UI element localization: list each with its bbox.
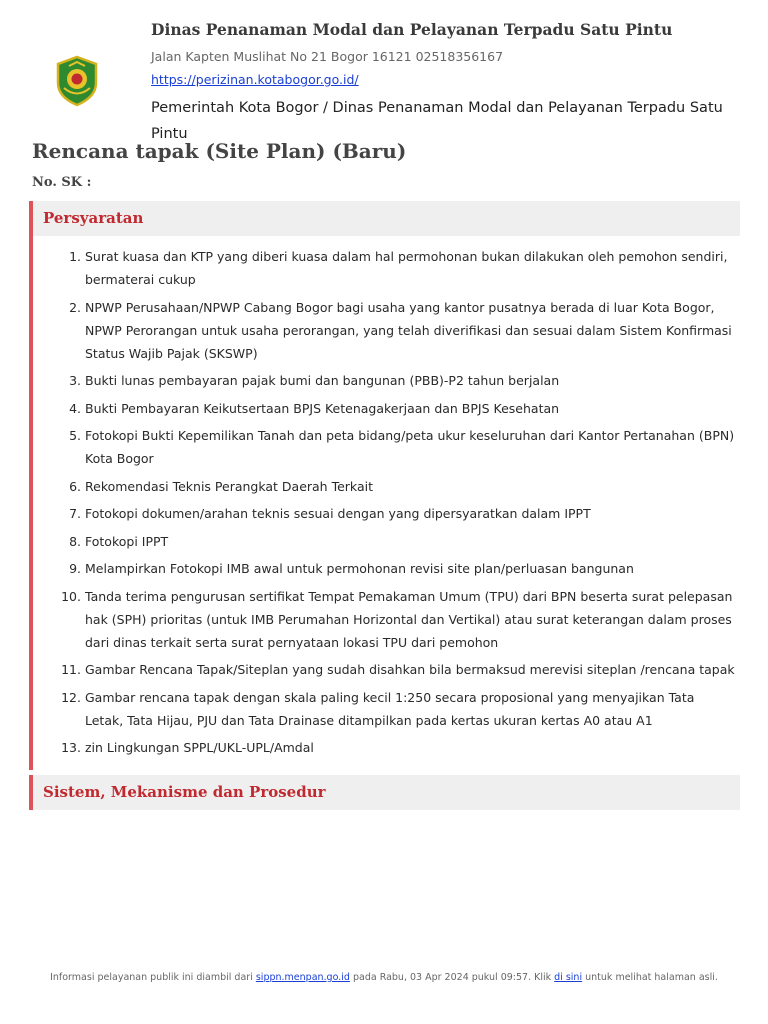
list-item bbox=[33, 397, 740, 420]
sistem-section bbox=[29, 775, 740, 810]
list-item bbox=[33, 658, 740, 681]
list-item bbox=[33, 369, 740, 392]
list-item-number: 1. bbox=[69, 249, 81, 264]
list-item bbox=[33, 530, 740, 553]
list-item bbox=[33, 245, 740, 291]
footer-suffix: untuk melihat halaman asli. bbox=[585, 972, 718, 983]
list-item bbox=[33, 296, 740, 365]
list-item-number: 10. bbox=[61, 588, 81, 604]
list-item-number: 8. bbox=[69, 533, 81, 549]
list-item bbox=[33, 686, 740, 732]
persyaratan-heading: Persyaratan bbox=[33, 201, 740, 236]
list-item-text: NPWP Perusahaan/NPWP Cabang Bogor bagi usaha yang kantor pusatnya berada di luar Kota Bogor, NPWP Perorangan untuk usaha perorangan, yang telah diverifikasi dan sesuai dalam Sistem Konfirmasi Status Wajib Pajak (SKSWP) bbox=[85, 299, 732, 361]
list-item-number: 6. bbox=[69, 478, 81, 494]
list-item bbox=[33, 475, 740, 498]
list-item-text: Bukti Pembayaran Keikutsertaan BPJS Ketenagakerjaan dan BPJS Kesehatan bbox=[85, 400, 560, 416]
list-item-text: zin Lingkungan SPPL/UKL-UPL/Amdal bbox=[85, 740, 314, 755]
list-item-text: Bukti lunas pembayaran pajak bumi dan bangunan (PBB)-P2 tahun berjalan bbox=[85, 373, 560, 388]
list-item-text: Tanda terima pengurusan sertifikat Tempat Pemakaman Umum (TPU) dari BPN beserta surat pelepasan hak (SPH) prioritas (untuk IMB Perumahan Horizontal dan Vertikal) atau surat keterangan dalam proses dari dinas terkait serta surat pernyataan lokasi TPU dari pemohon bbox=[85, 588, 733, 650]
source-link[interactable]: sippn.menpan.go.id bbox=[255, 972, 350, 983]
list-item-number: 4. bbox=[69, 400, 81, 416]
list-item-text: Gambar rencana tapak dengan skala paling kecil 1:250 secara proposional yang menyajikan Tata Letak, Tata Hijau, PJU dan Tata Drainase ditampilkan pada kertas ukuran kertas A0 atau A1 bbox=[85, 689, 695, 728]
list-item-number: 3. bbox=[69, 373, 81, 388]
list-item-text: Fotokopi dokumen/arahan teknis sesuai dengan yang dipersyaratkan dalam IPPT bbox=[85, 506, 591, 521]
list-item-text: Surat kuasa dan KTP yang diberi kuasa dalam hal permohonan bukan dilakukan oleh pemohon sendiri, bermaterai cukup bbox=[85, 249, 728, 287]
list-item bbox=[33, 424, 740, 470]
sistem-heading: Sistem, Mekanisme dan Prosedur bbox=[33, 775, 740, 810]
here-link[interactable]: di sini bbox=[554, 972, 583, 983]
list-item bbox=[33, 502, 740, 525]
list-item-number: 2. bbox=[69, 299, 81, 315]
list-item-text: Gambar Rencana Tapak/Siteplan yang sudah disahkan bila bermaksud merevisi siteplan /rencana tapak bbox=[85, 662, 735, 677]
list-item-text: Rekomendasi Teknis Perangkat Daerah Terkait bbox=[85, 478, 373, 494]
list-item-number: 12. bbox=[61, 689, 81, 705]
list-item-text: Melampirkan Fotokopi IMB awal untuk permohonan revisi site plan/perluasan bangunan bbox=[85, 561, 634, 576]
page-header bbox=[0, 0, 768, 140]
list-item-number: 7. bbox=[69, 506, 81, 521]
requirements-list bbox=[33, 245, 740, 764]
organization-address: Jalan Kapten Muslihat No 21 Bogor 16121 02518356167 bbox=[151, 49, 504, 64]
sk-label: No. SK : bbox=[32, 175, 92, 190]
list-item bbox=[33, 557, 740, 580]
organization-name: Dinas Penanaman Modal dan Pelayanan Terpadu Satu Pintu bbox=[151, 20, 673, 39]
list-item-number: 13. bbox=[61, 740, 81, 755]
list-item-text: Fotokopi IPPT bbox=[85, 533, 169, 549]
list-item bbox=[33, 585, 740, 654]
list-item-number: 9. bbox=[69, 561, 81, 576]
list-item-number: 5. bbox=[69, 428, 81, 443]
sk-number bbox=[32, 175, 95, 190]
page-footer bbox=[0, 972, 768, 983]
footer-middle: pada Rabu, 03 Apr 2024 pukul 09:57. Klik bbox=[352, 972, 552, 983]
list-item-text: Fotokopi Bukti Kepemilikan Tanah dan peta bidang/peta ukur keseluruhan dari Kantor Pertanahan (BPN) Kota Bogor bbox=[85, 428, 735, 466]
website-link[interactable]: https://perizinan.kotabogor.go.id/ bbox=[151, 72, 359, 87]
list-item bbox=[33, 736, 740, 759]
list-item-number: 11. bbox=[61, 662, 81, 677]
persyaratan-section bbox=[29, 201, 740, 770]
footer-prefix: Informasi pelayanan publik ini diambil dari bbox=[50, 972, 253, 983]
page-title: Rencana tapak (Site Plan) (Baru) bbox=[32, 139, 407, 163]
bogor-city-emblem-icon bbox=[52, 55, 102, 107]
government-line: Pemerintah Kota Bogor / Dinas Penanaman Modal dan Pelayanan Terpadu Satu Pintu bbox=[151, 100, 723, 142]
